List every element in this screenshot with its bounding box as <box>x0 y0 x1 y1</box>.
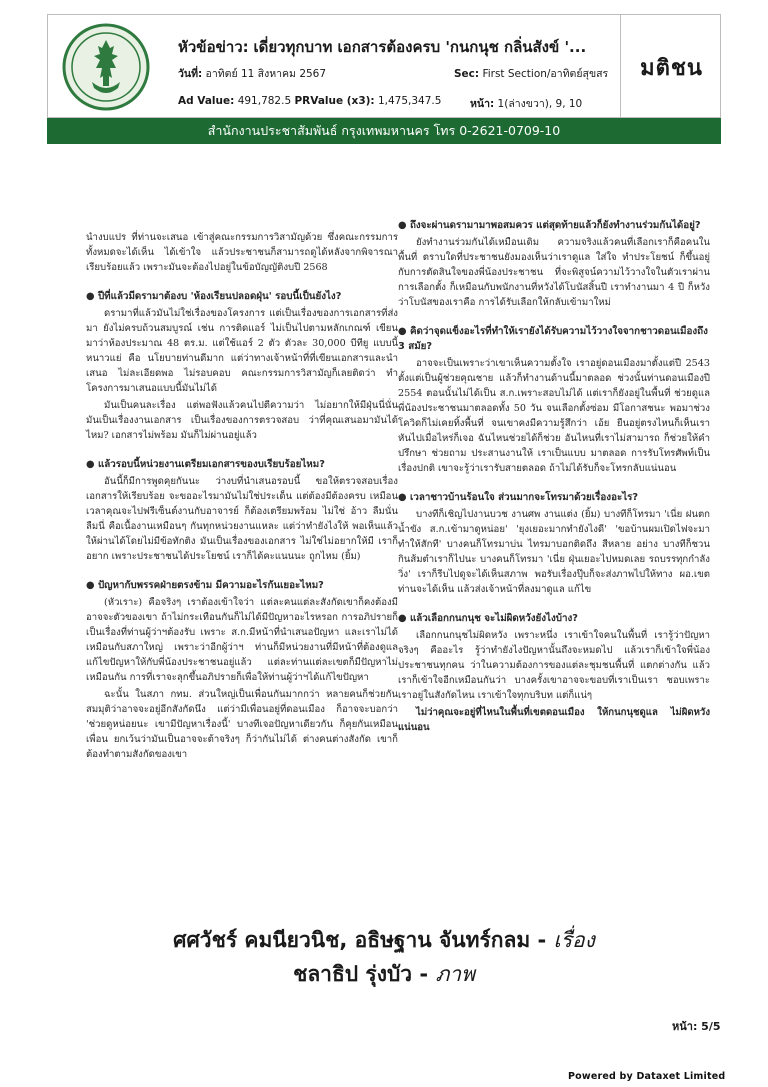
question-heading: ● ปีที่แล้วมีดรามาต้องบ 'ห้องเรียนปลอดฝุ่น' รอบนี้เป็นยังไง? <box>86 289 398 304</box>
paragraph: บางทีก็เชิญไปงานบวช งานศพ งานแต่ง (ยิ้ม) บางทีก็โทรมา 'เนี่ย ฝนตกน้ำขัง ส.ก.เข้ามาดูหน่อย' 'ยุงเยอะมากทำยังไงดี' 'ขอบ้านผมเปิดไฟจะมาทำให้สักที' บางคนก็โทรมาบ่น ไทรมาบอกติดถึง สีหลาย อย่าง บางทีก็ชวนกินส้มตำเราก็ไปนะ บางคนก็โทรมา 'เนี่ย ฝุ่นเยอะไปหมดเลย รถบรรทุกกำลังวิ่ง' เราก็รีบไปดูจะได้เห็นสภาพ พอรับเรื่องปุ๊บก็จะส่งภาพไปให้ทาง ผอ.เขต ท่านจะได้เห็น แล้วส่งเจ้าหน้าที่ลงมาดูแล แก้ไข <box>398 509 710 595</box>
page-label: หน้า: <box>470 98 495 110</box>
agency-banner: สำนักงานประชาสัมพันธ์ กรุงเทพมหานคร โทร 0-2621-0709-10 <box>47 118 721 144</box>
question-heading: ● ถึงจะผ่านดรามามาพอสมควร แต่สุดท้ายแล้วก็ยังทำงานร่วมกันได้อยู่? <box>398 218 710 233</box>
writer-names: ศศวัชร์ คมนียวนิช, อธิษฐาน จันทร์กลม <box>173 928 531 952</box>
newspaper-name: มติชน <box>640 54 703 80</box>
question-heading: ● แล้วรอบนี้หน่วยงานเตรียมเอกสารของบเรียบร้อยไหม? <box>86 457 398 472</box>
photographer-role: ภาพ <box>435 962 475 986</box>
paragraph: นำงบแปร ที่ท่านจะเสนอ เข้าสู่คณะกรรมการวิสามัญด้วย ซึ่งคณะกรรมการทั้งหมดจะได้เห็น ได้เข้าใจ แล้วประชาชนก็สามารถดูได้หลังจากพิจารณาเรียบร้อยแล้ว เพราะมันจะต้องไปอยู่ในข้อบัญญัติงบปี 2568 <box>86 232 398 273</box>
paragraph: อาจจะเป็นเพราะว่าเขาเห็นความตั้งใจ เราอยู่ดอนเมืองมาตั้งแต่ปี 2543 ตั้งแต่เป็นผู้ช่วยคุณชาย แล้วก็ทำงานด้านนี้มาตลอด ช่วงนั้นท่านดอนเมืองปี 2554 ตอนนั้นไม่ได้เป็น ส.ก.เพราะสอบไม่ได้ แต่เราก็ยังอยู่ในพื้นที่ ช่วยดูแลพี่น้องประชาชนมาตลอดทั้ง 50 วัน จนเลือกตั้งซ่อม มีโอกาสชนะ พอมาช่วงโควิดก็ไม่เคยทิ้งพื้นที่ จนเขาคงมีความรู้สึกว่า เอ้ย ยืนอยู่ตรงไหนก็เห็นเรา หันไปเมื่อไหร่ก็เจอ ฉันไหนช่วยได้ก็ช่วย อันไหนที่เราไม่สามารถ ก็ช่วยให้คำปรึกษา ช่วยถาม ประสานงานให้ เราเป็นแบบ มาตลอด การรับโทรศัพท์เป็นเรื่องปกติ เขาจะรู้ว่าเรารับสายตลอด ถ้าไม่ได้รับก็จะโทรกลับแน่นอน <box>398 358 710 474</box>
bma-seal-icon <box>58 22 154 112</box>
writer-byline <box>0 924 768 957</box>
question-heading: ● เวลาชาวบ้านร้อนใจ ส่วนมากจะโทรมาด้วยเรื่องอะไร? <box>398 490 710 505</box>
paragraph: ดรามาที่แล้วมันไม่ใช่เรื่องของโครงการ แต่เป็นเรื่องของการเอกสารที่ส่งมา ยังไม่ครบถ้วนสมบูรณ์ เช่น การติดแอร์ ไม่เป็นไปตามหลักเกณฑ์ เขียนมาว่าห้องประมาณ 48 ตร.ม. แต่ใช้แอร์ 2 ตัว ตัวละ 30,000 บีทียู แบบนี้หนาวแย่ คือ นโยบายท่านดีมาก แต่ว่าทางเจ้าหน้าที่ที่เขียนเอกสารและนำเสนอ ไม่ละเอียดพอ ไม่รอบคอบ คณะกรรมการวิสามัญก็เลยติดว่า ทำโครงการมาเสนอแบบนี้มันไม่ได้ <box>86 308 398 394</box>
question-heading: ● คิดว่าจุดแข็งอะไรที่ทำให้เรายังได้รับความไว้วางใจจากชาวดอนเมืองถึง 3 สมัย? <box>398 324 710 354</box>
section-label: Sec: <box>454 68 480 80</box>
page-value: 1(ล่างขวา), 9, 10 <box>497 98 583 110</box>
date-value: อาทิตย์ 11 สิงหาคม 2567 <box>205 68 327 80</box>
question-heading: ● แล้วเลือกกนกนุช จะไม่ผิดหวังยังไงบ้าง? <box>398 611 710 626</box>
section-row <box>454 65 620 82</box>
headline-label: หัวข้อข่าว: <box>178 38 249 56</box>
paragraph: อันนี้ก็มีการพูดคุยกันนะ ว่างบที่นำเสนอรอบนี้ ขอให้ตรวจสอบเรื่องเอกสารให้เรียบร้อย จะขออะไรมามันไม่ใช่ประเด็น แต่ต้องมีต้องครบ เหมือนเวลาคุณจะไปฟรีเซ็นต์งานกับอาจารย์ ก็ต้องเตรียมพร้อม ไม่ใช่ อ้าว ลืมนั่นลืมนี่ คือเนื้องานเหมือนๆ กันทุกหน่วยงานแหละ แต่ว่าทำยังไงให้ พอเห็นแล้วให้ผ่านได้โดยไม่มีข้อทักติง มันเป็นเรื่องของเอกสาร ไม่ใช่ไม่อยากให้มี เราก็อยาก เพราะประชาชนได้ประโยชน์ เราก็ได้คะแนนนะ ถูกไหม (ยิ้ม) <box>86 476 398 562</box>
question-heading: ● ปัญหากับพรรคฝ่ายตรงข้าม มีความอะไรกันเยอะไหม? <box>86 578 398 593</box>
value-row <box>178 95 441 107</box>
byline-separator: - <box>419 962 429 986</box>
date-row <box>178 65 326 82</box>
photographer-name: ชลาธิป รุ่งบัว <box>293 962 413 986</box>
page-indicator: หน้า: 5/5 <box>672 1020 721 1033</box>
article-left-column <box>86 230 398 776</box>
paragraph: (หัวเราะ) คือจริงๆ เราต้องเข้าใจว่า แต่ละคนแต่ละสังกัดเขาก็คงต้องมีอาจจะตัวของเขา ถ้าไม่กระเทือนกันก็ไม่ได้มีปัญหาอะไรหรอก การอภิปรายก็เป็นเรื่องที่ท่านผู้ว่าฯต้องรับ เพราะ ส.ก.มีหน้าที่นำเสนอปัญหา และเราไม่ได้เหมือนกับสภาใหญ่ เพราะว่าอีกผู้ว่าฯ ท่านก็มีหน่วยงานที่มีหน้าที่ต้องดูแล แก้ไขปัญหาให้กับพี่น้องประชาชนอยู่แล้ว แต่ละท่านแต่ละเขตก็มีปัญหาไม่เหมือนกัน การที่เราจะลุกขึ้นอภิปรายก็เพื่อให้ท่านผู้ว่าฯได้แก้ไขปัญหา <box>86 597 398 683</box>
bma-logo <box>48 15 164 119</box>
headline: เดี่ยวทุกบาท เอกสารต้องครบ 'กนกนุช กลิ่นสังข์ '... <box>253 38 587 56</box>
clipping-header <box>47 14 721 118</box>
powered-by: Powered by Dataxet Limited <box>568 1071 726 1082</box>
article-right-column <box>398 218 710 749</box>
page-row <box>470 95 582 112</box>
photographer-byline <box>0 958 768 991</box>
pr-value: 1,475,347.5 <box>377 95 442 107</box>
byline-separator: - <box>537 928 547 952</box>
date-label: วันที่: <box>178 68 203 80</box>
paragraph: เลือกกนกนุชไม่ผิดหวัง เพราะหนึ่ง เราเข้าใจคนในพื้นที่ เรารู้ว่าปัญหาจริงๆ คืออะไร รู้ว่าทำยังไงปัญหานั้นถึงจะหมดไป แล้วเราก็เข้าใจพี่น้องประชาชนทุกคน ว่าในความต้องการของแต่ละชุมชนพื้นที่ แตกต่างกัน แล้วเราก็เข้าใจอีกเหมือนกันว่า บางครั้งเขาอาจจะขอบที่เราเป็นเรา ชอบเพราะเราอยู่ในสังกัดไหน เราเข้าใจทุกบริบท แต่ก็แน่ๆ <box>398 630 710 701</box>
section-value: First Section/อาทิตย์สุขสร <box>482 68 609 80</box>
headline-row <box>178 35 586 59</box>
newspaper-logo <box>620 15 722 119</box>
clipping-meta <box>172 15 620 119</box>
paragraph: ยังทำงานร่วมกันได้เหมือนเดิม ความจริงแล้วคนที่เลือกเราก็คือคนในพื้นที่ ตราบใดที่ประชาชนยังมองเห็นว่าเราดูแล ใส่ใจ ทำประโยชน์ ก็ขึ้นอยู่กับการตัดสินใจของพี่น้องประชาชน ที่จะพิสูจน์ความไว้วางใจในตัวเราผ่านการเลือกตั้ง ก็เหมือนกับพนักงานที่หวังได้โบนัสสิ้นปี เราทำงานมา 4 ปี ก็หวังว่าโบนัสของเราคือ การได้รับเลือกให้กลับเข้ามาใหม่ <box>398 237 710 308</box>
ad-value: 491,782.5 <box>237 95 292 107</box>
writer-role: เรื่อง <box>553 928 595 952</box>
ad-value-label: Ad Value: <box>178 95 235 107</box>
closing-statement: ไม่ว่าคุณจะอยู่ที่ไหนในพื้นที่เขตดอนเมือง ให้กนกนุชดูแล ไม่ผิดหวังแน่นอน <box>398 707 710 733</box>
paragraph: มันเป็นคนละเรื่อง แต่พอฟังแล้วคนไปตีความว่า ไม่อยากให้มีฝุ่นนี่นั่น มันเป็นเรื่องงานเอกสาร เป็นเรื่องของการตรวจสอบ ว่าที่คุณเสนอมามันได้ไหม? เอกสารไม่พร้อม มันก็ไม่ผ่านอยู่แล้ว <box>86 400 398 441</box>
paragraph: ฉะนั้น ในสภา กทม. ส่วนใหญ่เป็นเพื่อนกันมากกว่า หลายคนก็ช่วยกัน สมมุติว่าอาจจะอยู่อีกสังกัดนึง แต่ว่ามีเพื่อนอยู่ที่ดอนเมือง ก็อาจจะบอกว่า 'ช่วยดูหน่อยนะ เขามีปัญหาเรื่องนี้' บางทีเจอปัญหาเดียวกัน ก็คุยกันเหมือนเพื่อน ยกเว้นว่ามันเป็นอาจจะต้าจริงๆ ก็ว่ากันไม่ได้ ต่างคนต่างสังกัด เขาก็ต้องทำตามสังกัดของเขา <box>86 689 398 760</box>
pr-value-label: PRValue (x3): <box>294 95 375 107</box>
